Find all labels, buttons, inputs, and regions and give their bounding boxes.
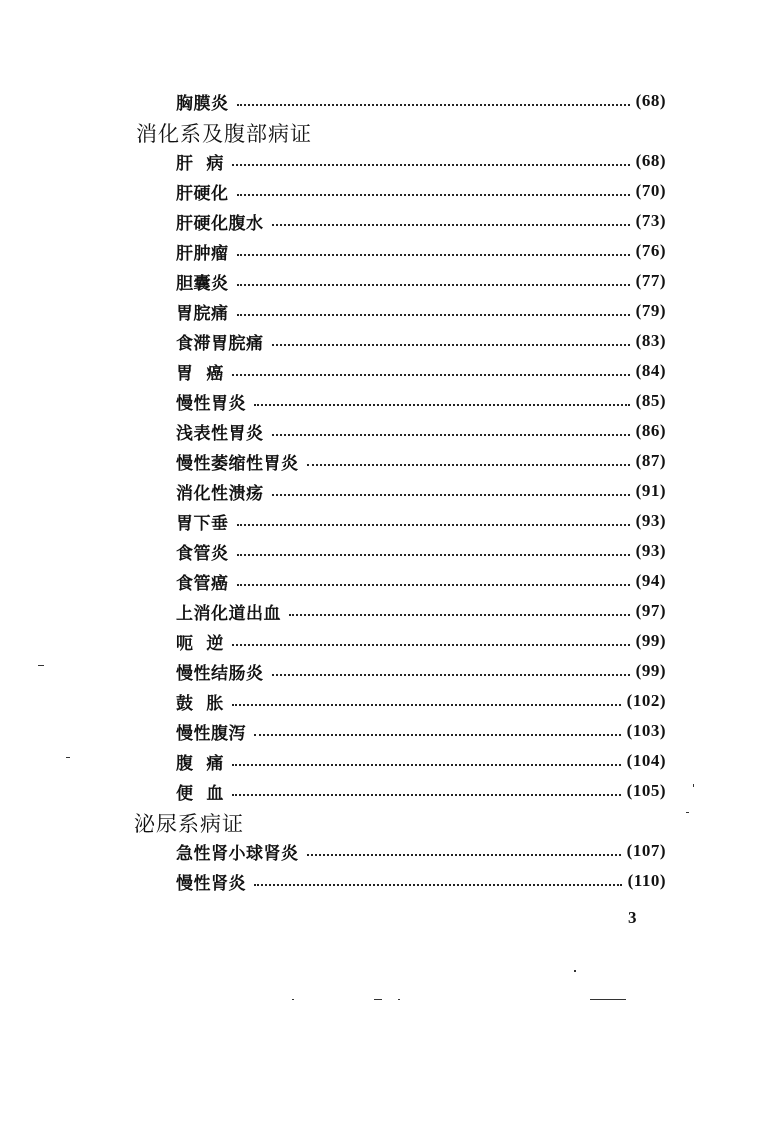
toc-entry-title: 食管炎 — [176, 543, 229, 564]
toc-entry-page: (86) — [635, 421, 666, 440]
toc-entry-page: (84) — [635, 361, 666, 380]
toc-entry[interactable] — [176, 716, 666, 746]
toc-entry[interactable] — [176, 626, 666, 656]
toc-entry-page: (83) — [635, 331, 666, 350]
toc-entry[interactable] — [176, 446, 666, 476]
toc-entry[interactable] — [176, 146, 666, 176]
toc-entry-page: (93) — [635, 511, 666, 530]
dot-leader — [254, 732, 621, 736]
dot-leader — [237, 282, 630, 286]
dot-leader — [254, 402, 630, 406]
dot-leader — [272, 492, 630, 496]
toc-entry-page: (85) — [635, 391, 666, 410]
toc-entry-title: 胸膜炎 — [176, 93, 229, 114]
scan-speck — [38, 665, 44, 666]
scan-speck — [693, 784, 694, 787]
toc-entry-title: 慢性结肠炎 — [176, 663, 264, 684]
toc-entry-title: 鼓 胀 — [176, 693, 224, 714]
scan-speck — [66, 757, 70, 758]
dot-leader — [272, 432, 630, 436]
toc-entry[interactable] — [176, 866, 666, 896]
toc-entry-title: 肝肿瘤 — [176, 243, 229, 264]
toc-entry-title: 胃脘痛 — [176, 303, 229, 324]
dot-leader — [237, 552, 630, 556]
toc-entry-page: (79) — [635, 301, 666, 320]
dot-leader — [307, 462, 630, 466]
scan-speck — [590, 999, 626, 1000]
toc-entry-page: (91) — [635, 481, 666, 500]
toc-entry[interactable] — [176, 836, 666, 866]
toc-entry-title: 急性肾小球肾炎 — [176, 843, 299, 864]
dot-leader — [237, 192, 630, 196]
page-number: 3 — [628, 908, 637, 927]
toc-entry-page: (104) — [626, 751, 666, 770]
toc-entry-page: (73) — [635, 211, 666, 230]
dot-leader — [237, 102, 630, 106]
dot-leader — [237, 522, 630, 526]
scan-speck — [398, 999, 400, 1000]
toc-entry[interactable] — [176, 176, 666, 206]
dot-leader — [232, 372, 630, 376]
toc-entry-title: 便 血 — [176, 783, 224, 804]
dot-leader — [272, 672, 630, 676]
dot-leader — [232, 642, 630, 646]
toc-entry-title: 食滞胃脘痛 — [176, 333, 264, 354]
toc-entry[interactable] — [176, 206, 666, 236]
toc-entry-page: (94) — [635, 571, 666, 590]
section-heading: 泌尿系病证 — [134, 812, 244, 836]
toc-entry-page: (77) — [635, 271, 666, 290]
toc-entry-title: 慢性胃炎 — [176, 393, 246, 414]
toc-entry[interactable] — [176, 386, 666, 416]
toc-entry-title: 食管癌 — [176, 573, 229, 594]
toc-entry[interactable] — [176, 746, 666, 776]
toc-entry-page: (103) — [626, 721, 666, 740]
toc-entry-page: (105) — [626, 781, 666, 800]
toc-entry-page: (99) — [635, 631, 666, 650]
toc-entry-title: 慢性肾炎 — [176, 873, 246, 894]
scan-speck — [686, 812, 689, 813]
toc-entry-page: (76) — [635, 241, 666, 260]
toc-entry-page: (97) — [635, 601, 666, 620]
toc-entry-title: 肝 病 — [176, 153, 224, 174]
dot-leader — [289, 612, 630, 616]
toc-entry[interactable] — [176, 476, 666, 506]
toc-entry-title: 胆囊炎 — [176, 273, 229, 294]
scan-speck — [374, 999, 382, 1000]
toc-entry[interactable] — [176, 536, 666, 566]
dot-leader — [232, 162, 630, 166]
dot-leader — [237, 582, 630, 586]
toc-entry-page: (107) — [626, 841, 666, 860]
toc-entry-title: 腹 痛 — [176, 753, 224, 774]
toc-entry-title: 呃 逆 — [176, 633, 224, 654]
toc-entry-title: 肝硬化腹水 — [176, 213, 264, 234]
toc-entry-title: 胃 癌 — [176, 363, 224, 384]
scan-speck — [574, 970, 576, 972]
dot-leader — [272, 222, 630, 226]
toc-entry[interactable] — [176, 236, 666, 266]
toc-entry[interactable] — [176, 596, 666, 626]
toc-entry[interactable] — [176, 656, 666, 686]
toc-entry-page: (102) — [626, 691, 666, 710]
toc-entry-title: 浅表性胃炎 — [176, 423, 264, 444]
toc-entry-page: (87) — [635, 451, 666, 470]
toc-entry[interactable] — [176, 266, 666, 296]
dot-leader — [232, 702, 621, 706]
toc-entry-title: 消化性溃疡 — [176, 483, 264, 504]
toc-entry-title: 肝硬化 — [176, 183, 229, 204]
toc-entry[interactable] — [176, 356, 666, 386]
toc-entry[interactable] — [176, 296, 666, 326]
toc-entry-page: (70) — [635, 181, 666, 200]
toc-entry[interactable] — [176, 326, 666, 356]
toc-entry-title: 慢性萎缩性胃炎 — [176, 453, 299, 474]
toc-entry[interactable] — [176, 686, 666, 716]
toc-entry[interactable] — [176, 566, 666, 596]
toc-entry-title: 胃下垂 — [176, 513, 229, 534]
dot-leader — [237, 252, 630, 256]
dot-leader — [232, 792, 621, 796]
dot-leader — [307, 852, 621, 856]
dot-leader — [254, 882, 622, 886]
toc-entry-page: (93) — [635, 541, 666, 560]
section-heading: 消化系及腹部病证 — [136, 122, 312, 146]
toc-entry-page: (68) — [635, 91, 666, 110]
toc-entry[interactable] — [176, 416, 666, 446]
toc-entry-title: 慢性腹泻 — [176, 723, 246, 744]
toc-entry-page: (110) — [627, 871, 666, 890]
toc-entry-title: 上消化道出血 — [176, 603, 281, 624]
toc-entry-page: (99) — [635, 661, 666, 680]
toc-entry[interactable] — [176, 506, 666, 536]
dot-leader — [232, 762, 621, 766]
dot-leader — [237, 312, 630, 316]
dot-leader — [272, 342, 630, 346]
toc-entry[interactable] — [176, 86, 666, 116]
toc-entry[interactable] — [176, 776, 666, 806]
toc-entry-page: (68) — [635, 151, 666, 170]
scan-speck — [292, 999, 294, 1000]
